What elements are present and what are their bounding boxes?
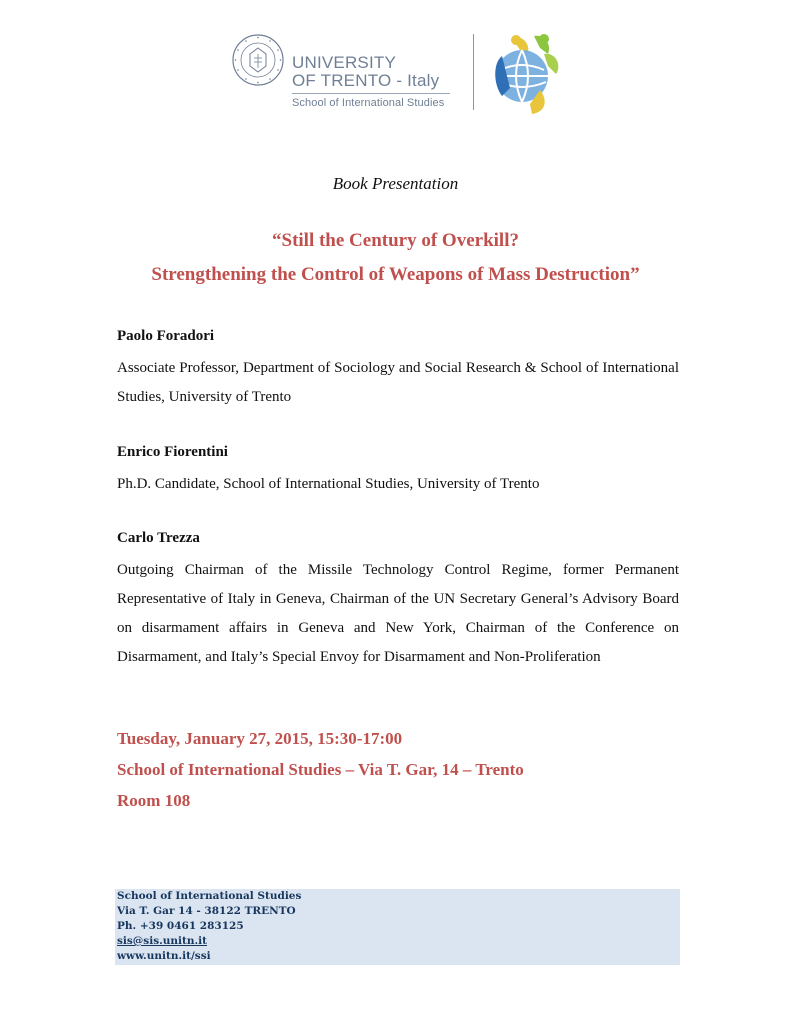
logo-divider — [473, 34, 474, 110]
speaker-description: Outgoing Chairman of the Missile Technology Control Regime, former Permanent Representative of Italy in Geneva, Chairman of the UN Secretary General’s Advisory Board on disarmament affairs in Geneva and New York, Chairman of the Conference on Disarmament, and Italy’s Special Envoy for Disarmament and Non-Proliferation — [117, 562, 679, 665]
speaker-name: Carlo Trezza — [117, 530, 200, 546]
footer-address: Via T. Gar 14 - 38122 TRENTO — [117, 905, 296, 917]
school-name-logo-text: School of International Studies — [292, 97, 445, 109]
event-room: Room 108 — [117, 791, 191, 810]
university-name-line2: OF TRENTO - Italy — [292, 71, 440, 90]
event-venue: School of International Studies – Via T. Gar, 14 – Trento — [117, 760, 524, 779]
event-kicker: Book Presentation — [332, 174, 459, 193]
footer-email-link[interactable]: sis@sis.unitn.it — [117, 935, 208, 947]
university-name-line1: UNIVERSITY — [292, 53, 397, 72]
footer-org: School of International Studies — [117, 890, 302, 902]
speaker-name: Paolo Foradori — [117, 328, 215, 344]
header-rule — [292, 93, 450, 94]
ssi-globe-logo — [482, 30, 568, 116]
speaker-block — [117, 442, 679, 499]
speaker-description: Associate Professor, Department of Sociology and Social Research & School of International Studies, University of Trento — [117, 360, 679, 405]
speaker-block — [117, 326, 679, 412]
speaker-block — [117, 528, 679, 672]
book-title-line2: Strengthening the Control of Weapons of Mass Destruction” — [151, 264, 640, 285]
event-date-time: Tuesday, January 27, 2015, 15:30-17:00 — [117, 729, 403, 748]
footer-website[interactable]: www.unitn.it/ssi — [117, 950, 211, 962]
book-title-line1: “Still the Century of Overkill? — [272, 230, 519, 251]
speaker-description: Ph.D. Candidate, School of International Studies, University of Trento — [117, 476, 540, 492]
page-header — [0, 0, 791, 130]
university-seal-logo — [232, 34, 284, 86]
contact-footer — [115, 889, 680, 965]
footer-phone: Ph. +39 0461 283125 — [117, 920, 244, 932]
university-name — [292, 54, 439, 90]
speaker-name: Enrico Fiorentini — [117, 444, 228, 460]
